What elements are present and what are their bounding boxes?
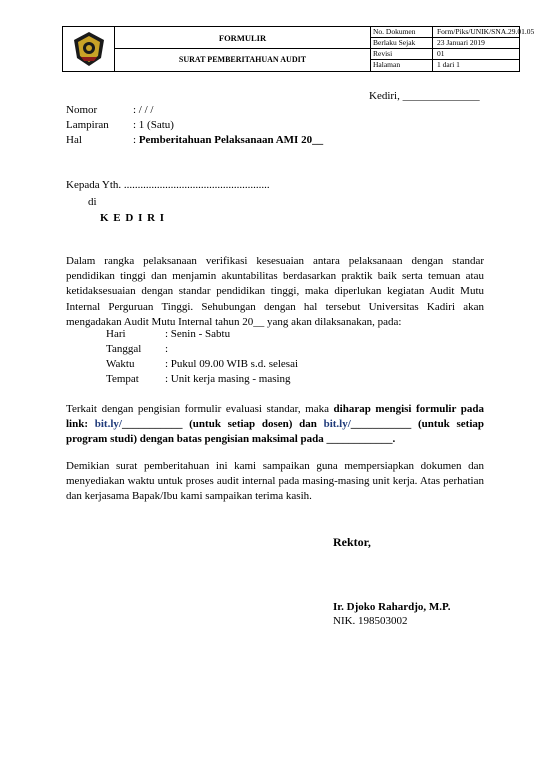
para2-bold-3: ___________ (untuk setiap program studi) dengan batas pengisian maksimal pada ____________. [66, 418, 485, 446]
nomor-label: Nomor [66, 104, 98, 116]
meta-row [371, 49, 519, 60]
form-subtitle: SURAT PEMBERITAHUAN AUDIT [178, 55, 307, 64]
body-paragraph-3: Demikian surat pemberitahuan ini kami sampaikan guna mempersiapkan dokumen dan menyediakan waktu untuk proses audit internal pada masing-masing unit kerja. Atas perhatian dan kerjasama Bapak/Ibu kami sampaikan terima kasih. [66, 460, 484, 503]
place-date: Kediri, ______________ [369, 90, 480, 102]
lampiran-value: : 1 (Satu) [133, 119, 174, 131]
lampiran-label: Lampiran [66, 119, 109, 131]
hal-label: Hal [66, 134, 82, 146]
meta-key: Halaman [373, 60, 433, 71]
body-paragraph-1: Dalam rangka pelaksanaan verifikasi kesesuaian antara pelaksanaan dengan standar pendidikan tinggi dan menjamin akuntabilitas berdasarkan praktik baik serta temuan atau ketidaksesuaian dengan standar pendidikan tinggi, maka diperlukan kegiatan Audit Mutu Internal Perguruan Tinggi. Sehubungan dengan hal tersebut Universitas Kadiri akan mengadakan Audit Mutu Internal tahun 20__ yang akan dilaksanakan, pada: [66, 255, 484, 328]
meta-key: Revisi [373, 49, 433, 59]
meta-row [371, 60, 519, 71]
schedule-value: : Senin - Sabtu [165, 328, 231, 340]
hal-value-line [133, 133, 323, 147]
document-header-table [62, 26, 535, 72]
nomor-value: : / / / [133, 104, 154, 116]
recipient-city: K E D I R I [100, 212, 166, 224]
schedule-label: Hari [106, 328, 126, 340]
signature-nik: NIK. 198503002 [333, 615, 408, 627]
meta-row [371, 38, 519, 49]
para2-bold-2: ___________ (untuk setiap dosen) dan [121, 418, 324, 431]
para2-bold-1: diharap mengisi formulir pada link: [66, 403, 484, 431]
para2-prefix: Terkait dengan pengisian formulir evaluasi standar, maka [66, 403, 334, 415]
body-paragraph-2 [66, 402, 484, 448]
meta-value: 23 Januari 2019 [437, 38, 485, 47]
schedule-label: Tanggal [106, 343, 142, 355]
hal-value: Pemberitahuan Pelaksanaan AMI 20__ [138, 134, 324, 146]
schedule-value: : Unit kerja masing - masing [165, 373, 291, 385]
meta-key: No. Dokumen [373, 27, 433, 37]
form-link-prodi[interactable]: bit.ly/ [323, 418, 351, 431]
logo-cell [63, 27, 115, 71]
meta-value: 1 dari 1 [437, 60, 460, 69]
recipient-line: Kepada Yth. ..................................................... [66, 179, 270, 191]
form-title-cell [115, 27, 371, 71]
meta-value: Form/Piks/UNIK/SNA.29.01.05 [437, 27, 535, 36]
recipient-di: di [88, 196, 97, 208]
hal-colon: : [133, 134, 137, 146]
form-title: FORMULIR [115, 27, 370, 49]
schedule-label: Tempat [106, 373, 139, 385]
meta-row [371, 27, 535, 38]
signature-title: Rektor, [333, 535, 371, 549]
meta-value: 01 [437, 49, 445, 58]
signature-name: Ir. Djoko Rahardjo, M.P. [333, 601, 451, 613]
document-meta [371, 27, 535, 71]
form-link-dosen[interactable]: bit.ly/ [94, 418, 122, 431]
schedule-value: : [165, 343, 169, 355]
university-logo-icon [63, 27, 115, 71]
meta-key: Berlaku Sejak [373, 38, 433, 48]
schedule-label: Waktu [106, 358, 135, 370]
schedule-value: : Pukul 09.00 WIB s.d. selesai [165, 358, 299, 370]
